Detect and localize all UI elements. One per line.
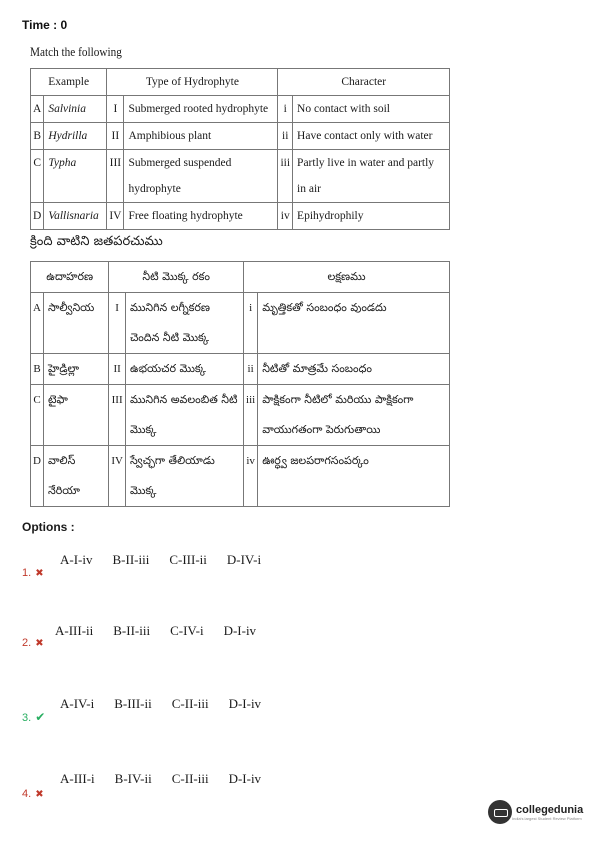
table-row bbox=[31, 354, 450, 385]
option-part: C-III-ii bbox=[169, 552, 207, 567]
table-row bbox=[31, 96, 450, 123]
row-character: పాక్షికంగా నీటిలో మరియు పాక్షికంగా వాయుగతంగా పెరుగుతాయి bbox=[258, 385, 450, 446]
row-example: Salvinia bbox=[44, 96, 107, 123]
option-4-text[interactable] bbox=[60, 771, 281, 787]
row-character: Partly live in water and partly in air bbox=[293, 150, 450, 203]
row-letter: B bbox=[31, 354, 44, 385]
row-type: Submerged rooted hydrophyte bbox=[124, 96, 278, 123]
table-row bbox=[31, 385, 450, 446]
table-row bbox=[31, 446, 450, 507]
row-type: స్వేచ్ఛగా తేలియాడు మొక్క bbox=[125, 446, 243, 507]
telugu-match-table bbox=[30, 261, 450, 507]
option-part: C-IV-i bbox=[170, 623, 204, 638]
row-letter: A bbox=[31, 293, 44, 354]
option-part: A-I-iv bbox=[60, 552, 93, 567]
option-part: B-II-iii bbox=[113, 623, 151, 638]
logo-name: collegedunia bbox=[516, 803, 584, 816]
row-letter: B bbox=[31, 123, 44, 150]
wrong-icon: ✖ bbox=[35, 638, 44, 649]
row-type: Amphibious plant bbox=[124, 123, 278, 150]
option-part: D-I-iv bbox=[228, 696, 262, 711]
timer-label: Time : 0 bbox=[22, 18, 68, 32]
row-letter: A bbox=[31, 96, 44, 123]
row-roman: IV bbox=[107, 203, 124, 230]
row-character: నీటితో మాత్రమే సంబంధం bbox=[258, 354, 450, 385]
row-example: Typha bbox=[44, 150, 107, 203]
check-icon: ✔ bbox=[35, 710, 46, 724]
option-number: 1. bbox=[22, 567, 32, 579]
row-type: Submerged suspended hydrophyte bbox=[124, 150, 278, 203]
option-number: 2. bbox=[22, 637, 32, 649]
option-part: B-II-iii bbox=[112, 552, 150, 567]
option-2-text[interactable] bbox=[55, 623, 276, 639]
option-part: B-IV-ii bbox=[114, 771, 152, 786]
option-1-number bbox=[22, 567, 44, 579]
row-letter: D bbox=[31, 446, 44, 507]
row-example: వాలిస్ నేరియా bbox=[44, 446, 109, 507]
student-avatar-icon bbox=[488, 800, 512, 824]
option-number: 4. bbox=[22, 788, 32, 800]
row-roman: III bbox=[107, 150, 124, 203]
row-character: ఊర్ధ్వ జలపరాగసంపర్కం bbox=[258, 446, 450, 507]
row-small: i bbox=[278, 96, 293, 123]
row-example: హైడ్రిల్లా bbox=[44, 354, 109, 385]
option-1-text[interactable] bbox=[60, 552, 281, 568]
option-3-text[interactable] bbox=[60, 696, 281, 712]
option-part: C-II-iii bbox=[171, 771, 209, 786]
row-type: మునిగిన అవలంబిత నీటి మొక్క bbox=[125, 385, 243, 446]
option-part: B-III-ii bbox=[114, 696, 152, 711]
wrong-icon: ✖ bbox=[35, 568, 44, 579]
option-part: A-III-ii bbox=[55, 623, 94, 638]
option-part: A-III-i bbox=[60, 771, 95, 786]
header-example: Example bbox=[31, 69, 107, 96]
option-part: D-I-iv bbox=[223, 623, 257, 638]
row-letter: D bbox=[31, 203, 44, 230]
option-part: D-IV-i bbox=[226, 552, 262, 567]
row-small: ii bbox=[244, 354, 258, 385]
option-2-number bbox=[22, 637, 44, 649]
telugu-header-character: లక్షణము bbox=[244, 262, 450, 293]
row-roman: I bbox=[107, 96, 124, 123]
wrong-icon: ✖ bbox=[35, 789, 44, 800]
row-roman: IV bbox=[109, 446, 126, 507]
row-roman: I bbox=[109, 293, 126, 354]
row-example: సాల్వీనియ bbox=[44, 293, 109, 354]
row-type: మునిగిన లగ్నీకరణ చెందిన నీటి మొక్క bbox=[125, 293, 243, 354]
row-small: iii bbox=[278, 150, 293, 203]
row-roman: II bbox=[107, 123, 124, 150]
row-character: No contact with soil bbox=[293, 96, 450, 123]
row-small: ii bbox=[278, 123, 293, 150]
collegedunia-logo bbox=[488, 800, 583, 824]
row-small: iv bbox=[278, 203, 293, 230]
table-row bbox=[31, 123, 450, 150]
row-type: ఉభయచర మొక్క bbox=[125, 354, 243, 385]
option-part: D-I-iv bbox=[228, 771, 262, 786]
row-letter: C bbox=[31, 150, 44, 203]
option-4-number bbox=[22, 788, 44, 800]
telugu-header-example: ఉదాహరణ bbox=[31, 262, 109, 293]
english-match-table bbox=[30, 68, 450, 230]
option-part: A-IV-i bbox=[60, 696, 95, 711]
table-row bbox=[31, 203, 450, 230]
telugu-question-heading: క్రింది వాటిని జతపరచుము bbox=[30, 234, 163, 249]
row-example: Hydrilla bbox=[44, 123, 107, 150]
row-letter: C bbox=[31, 385, 44, 446]
row-roman: III bbox=[109, 385, 126, 446]
logo-tagline: India's largest Student Review Platform bbox=[512, 815, 582, 821]
option-number: 3. bbox=[22, 712, 32, 724]
row-roman: II bbox=[109, 354, 126, 385]
telugu-header-type: నీటి మొక్క రకం bbox=[109, 262, 244, 293]
table-row bbox=[31, 293, 450, 354]
row-small: i bbox=[244, 293, 258, 354]
options-heading: Options : bbox=[22, 520, 75, 534]
option-part: C-II-iii bbox=[171, 696, 209, 711]
row-small: iii bbox=[244, 385, 258, 446]
row-type: Free floating hydrophyte bbox=[124, 203, 278, 230]
question-heading: Match the following bbox=[30, 45, 122, 59]
row-character: మృత్తికతో సంబంధం వుండదు bbox=[258, 293, 450, 354]
row-character: Have contact only with water bbox=[293, 123, 450, 150]
table-row bbox=[31, 150, 450, 203]
header-type: Type of Hydrophyte bbox=[107, 69, 278, 96]
row-small: iv bbox=[244, 446, 258, 507]
option-3-number bbox=[22, 710, 45, 724]
row-example: Vallisnaria bbox=[44, 203, 107, 230]
header-character: Character bbox=[278, 69, 450, 96]
row-example: టైఫా bbox=[44, 385, 109, 446]
row-character: Epihydrophily bbox=[293, 203, 450, 230]
